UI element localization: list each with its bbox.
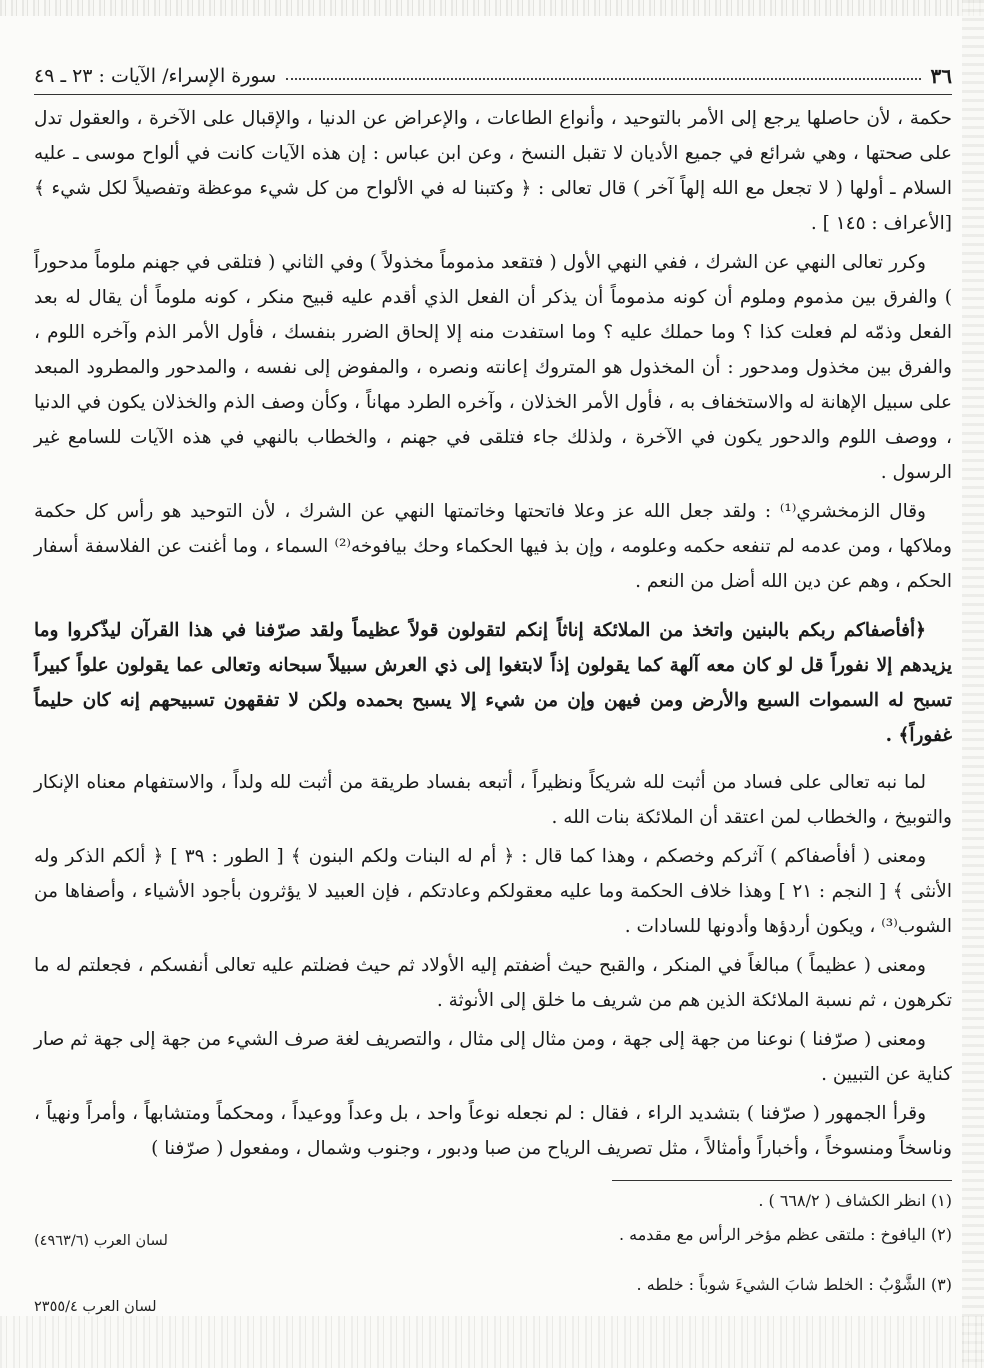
- body-paragraph: وقال الزمخشري⁽¹⁾ : ولقد جعل الله عز وعلا فاتحتها وخاتمتها النهي عن الشرك ، لأن التوحيد هو رأس كل حكمة وملاكها ، ومن عدمه لم تنفعه حكمه وعلومه ، وإن بذ فيها الحكماء وحك بيافوخه⁽²⁾ السماء ، وما أغنت عن الفلاسفة أسفار الحكم ، وهم عن دين الله أضل من النعم .: [34, 501, 952, 592]
- quran-verse-paragraph: ﴿أفأصفاكم ربكم بالبنين واتخذ من الملائكة إناثاً إنكم لتقولون قولاً عظيماً ولقد صرّفنا في هذا القرآن ليذّكروا وما يزيدهم إلا نفوراً قل لو كان معه آلهة كما يقولون إذاً لابتغوا إلى ذي العرش سبيلاً سبحانه وتعالى عما يقولون علواً كبيراً تسبح له السموات السبع والأرض ومن فيهن وإن من شيء إلا يسبح بحمده ولكن لا تفقهون تسبيحهم إنه كان حليماً غفوراً﴾ .: [34, 620, 952, 746]
- footnote-3: (٣) الشَّوْبُ : الخلط شابَ الشيءَ شوباً : خلطه .: [636, 1275, 952, 1294]
- body-paragraph: وقرأ الجمهور ( صرّفنا ) بتشديد الراء ، فقال : لم نجعله نوعاً واحد ، بل وعداً ووعيداً ، ومحكماً ومتشابهاً ، وأمراً ونهياً ، وناسخاً ومنسوخاً ، وأخباراً وأمثالاً ، مثل تصريف الرياح من صبا ودبور ، وجنوب وشمال ، ومفعول ( صرّفنا ): [34, 1103, 952, 1159]
- header-title: سورة الإسراء/ الآيات : ٢٣ ـ ٤٩: [34, 65, 277, 87]
- body-paragraph: لما نبه تعالى على فساد من أثبت لله شريكاً ونظيراً ، أتبعه بفساد طريقة من أثبت لله ولداً ، والاستفهام معناه الإنكار والتوبيخ ، والخطاب لمن اعتقد أن الملائكة بنات الله .: [34, 772, 952, 828]
- scan-noise-bottom: [0, 1316, 984, 1368]
- header-dot-leader: [286, 78, 920, 80]
- footnotes: [34, 1187, 952, 1337]
- margin-note-1: لسان العرب (٤٩٦٣/٦): [34, 1233, 168, 1249]
- body-paragraph: حكمة ، لأن حاصلها يرجع إلى الأمر بالتوحيد ، وأنواع الطاعات ، والإعراض عن الدنيا ، والإقبال على الآخرة ، والعقول تدل على صحتها ، وهي شرائع في جميع الأديان لا تقبل النسخ ، وعن ابن عباس : إن هذه الآيات كانت في ألواح موسى ـ عليه السلام ـ أولها ( لا تجعل مع الله إلهاً آخر ) قال تعالى : ﴿ وكتبنا له في الألواح من كل شيء موعظة وتفصيلاً لكل شيء ﴾ [الأعراف : ١٤٥ ] .: [34, 108, 952, 234]
- book-page: [34, 58, 952, 1337]
- body-text: [34, 101, 952, 1166]
- body-paragraph: ومعنى ( عظيماً ) مبالغاً في المنكر ، والقبح حيث أضفتم إليه الأولاد ثم حيث فضلتم عليه تعالى أنفسكم ، فجعلتم له ما تكرهون ، ثم نسبة الملائكة الذين هم من شريف ما خلق إلى الأنوثة .: [34, 955, 952, 1011]
- scan-edge-right: [962, 0, 984, 1368]
- body-paragraph: وكرر تعالى النهي عن الشرك ، ففي النهي الأول ( فتقعد مذموماً مخذولاً ) وفي الثاني ( فتلقى في جهنم ملوماً مدحوراً ) والفرق بين مذموم وملوم أن كونه مذموماً أن يذكر أن الفعل الذي أقدم عليه قبيح منكر ، كونه ملوماً أن يقال له بعد الفعل وذمّه لم فعلت كذا ؟ وما حملك عليه ؟ وما استفدت منه إلا إلحاق الضرر بنفسك ، فأول الأمر الذم وآخره اللوم ، والفرق بين مخذول ومدحور : أن المخذول هو المتروك إعانته ونصره ، والمفوض إلى نفسه ، والمدحور والمطرود المبعد على سبيل الإهانة له والاستخفاف به ، فأول الأمر الخذلان ، وآخره الطرد مهاناً ، وكأن وصف الذم والخذلان يكون في الدنيا ، ووصف اللوم والدحور يكون في الآخرة ، ولذلك جاء فتلقى في جهنم ، والخطاب بالنهي في هذه الآيات للسامع غير الرسول .: [34, 252, 952, 483]
- footnote-1: (١) انظر الكشاف ( ٦٦٨/٢ ) .: [758, 1191, 952, 1210]
- scan-noise-top: [0, 0, 984, 16]
- margin-note-2: لسان العرب ٢٣٥٥/٤: [34, 1299, 157, 1315]
- page-number: ٣٦: [930, 64, 952, 88]
- body-paragraph: ومعنى ( صرّفنا ) نوعنا من جهة إلى جهة ، ومن مثال إلى مثال ، والتصريف لغة صرف الشيء من جهة إلى جهة ثم صار كناية عن التبيين .: [34, 1029, 952, 1085]
- footnote-2: (٢) اليافوخ : ملتقى عظم مؤخر الرأس مع مقدمه .: [618, 1225, 952, 1244]
- footnote-separator: [612, 1180, 952, 1181]
- body-paragraph: ومعنى ( أفأصفاكم ) آثركم وخصكم ، وهذا كما قال : ﴿ أم له البنات ولكم البنون ﴾ [ الطور : ٣٩ ] ﴿ ألكم الذكر وله الأنثى ﴾ [ النجم : ٢١ ] وهذا خلاف الحكمة وما عليه معقولكم وعادتكم ، فإن العبيد لا يؤثرون بأجود الأشياء ، وأصفاها من الشوب⁽³⁾ ، ويكون أردؤها وأدونها للسادات .: [34, 846, 952, 937]
- running-head: [34, 58, 952, 95]
